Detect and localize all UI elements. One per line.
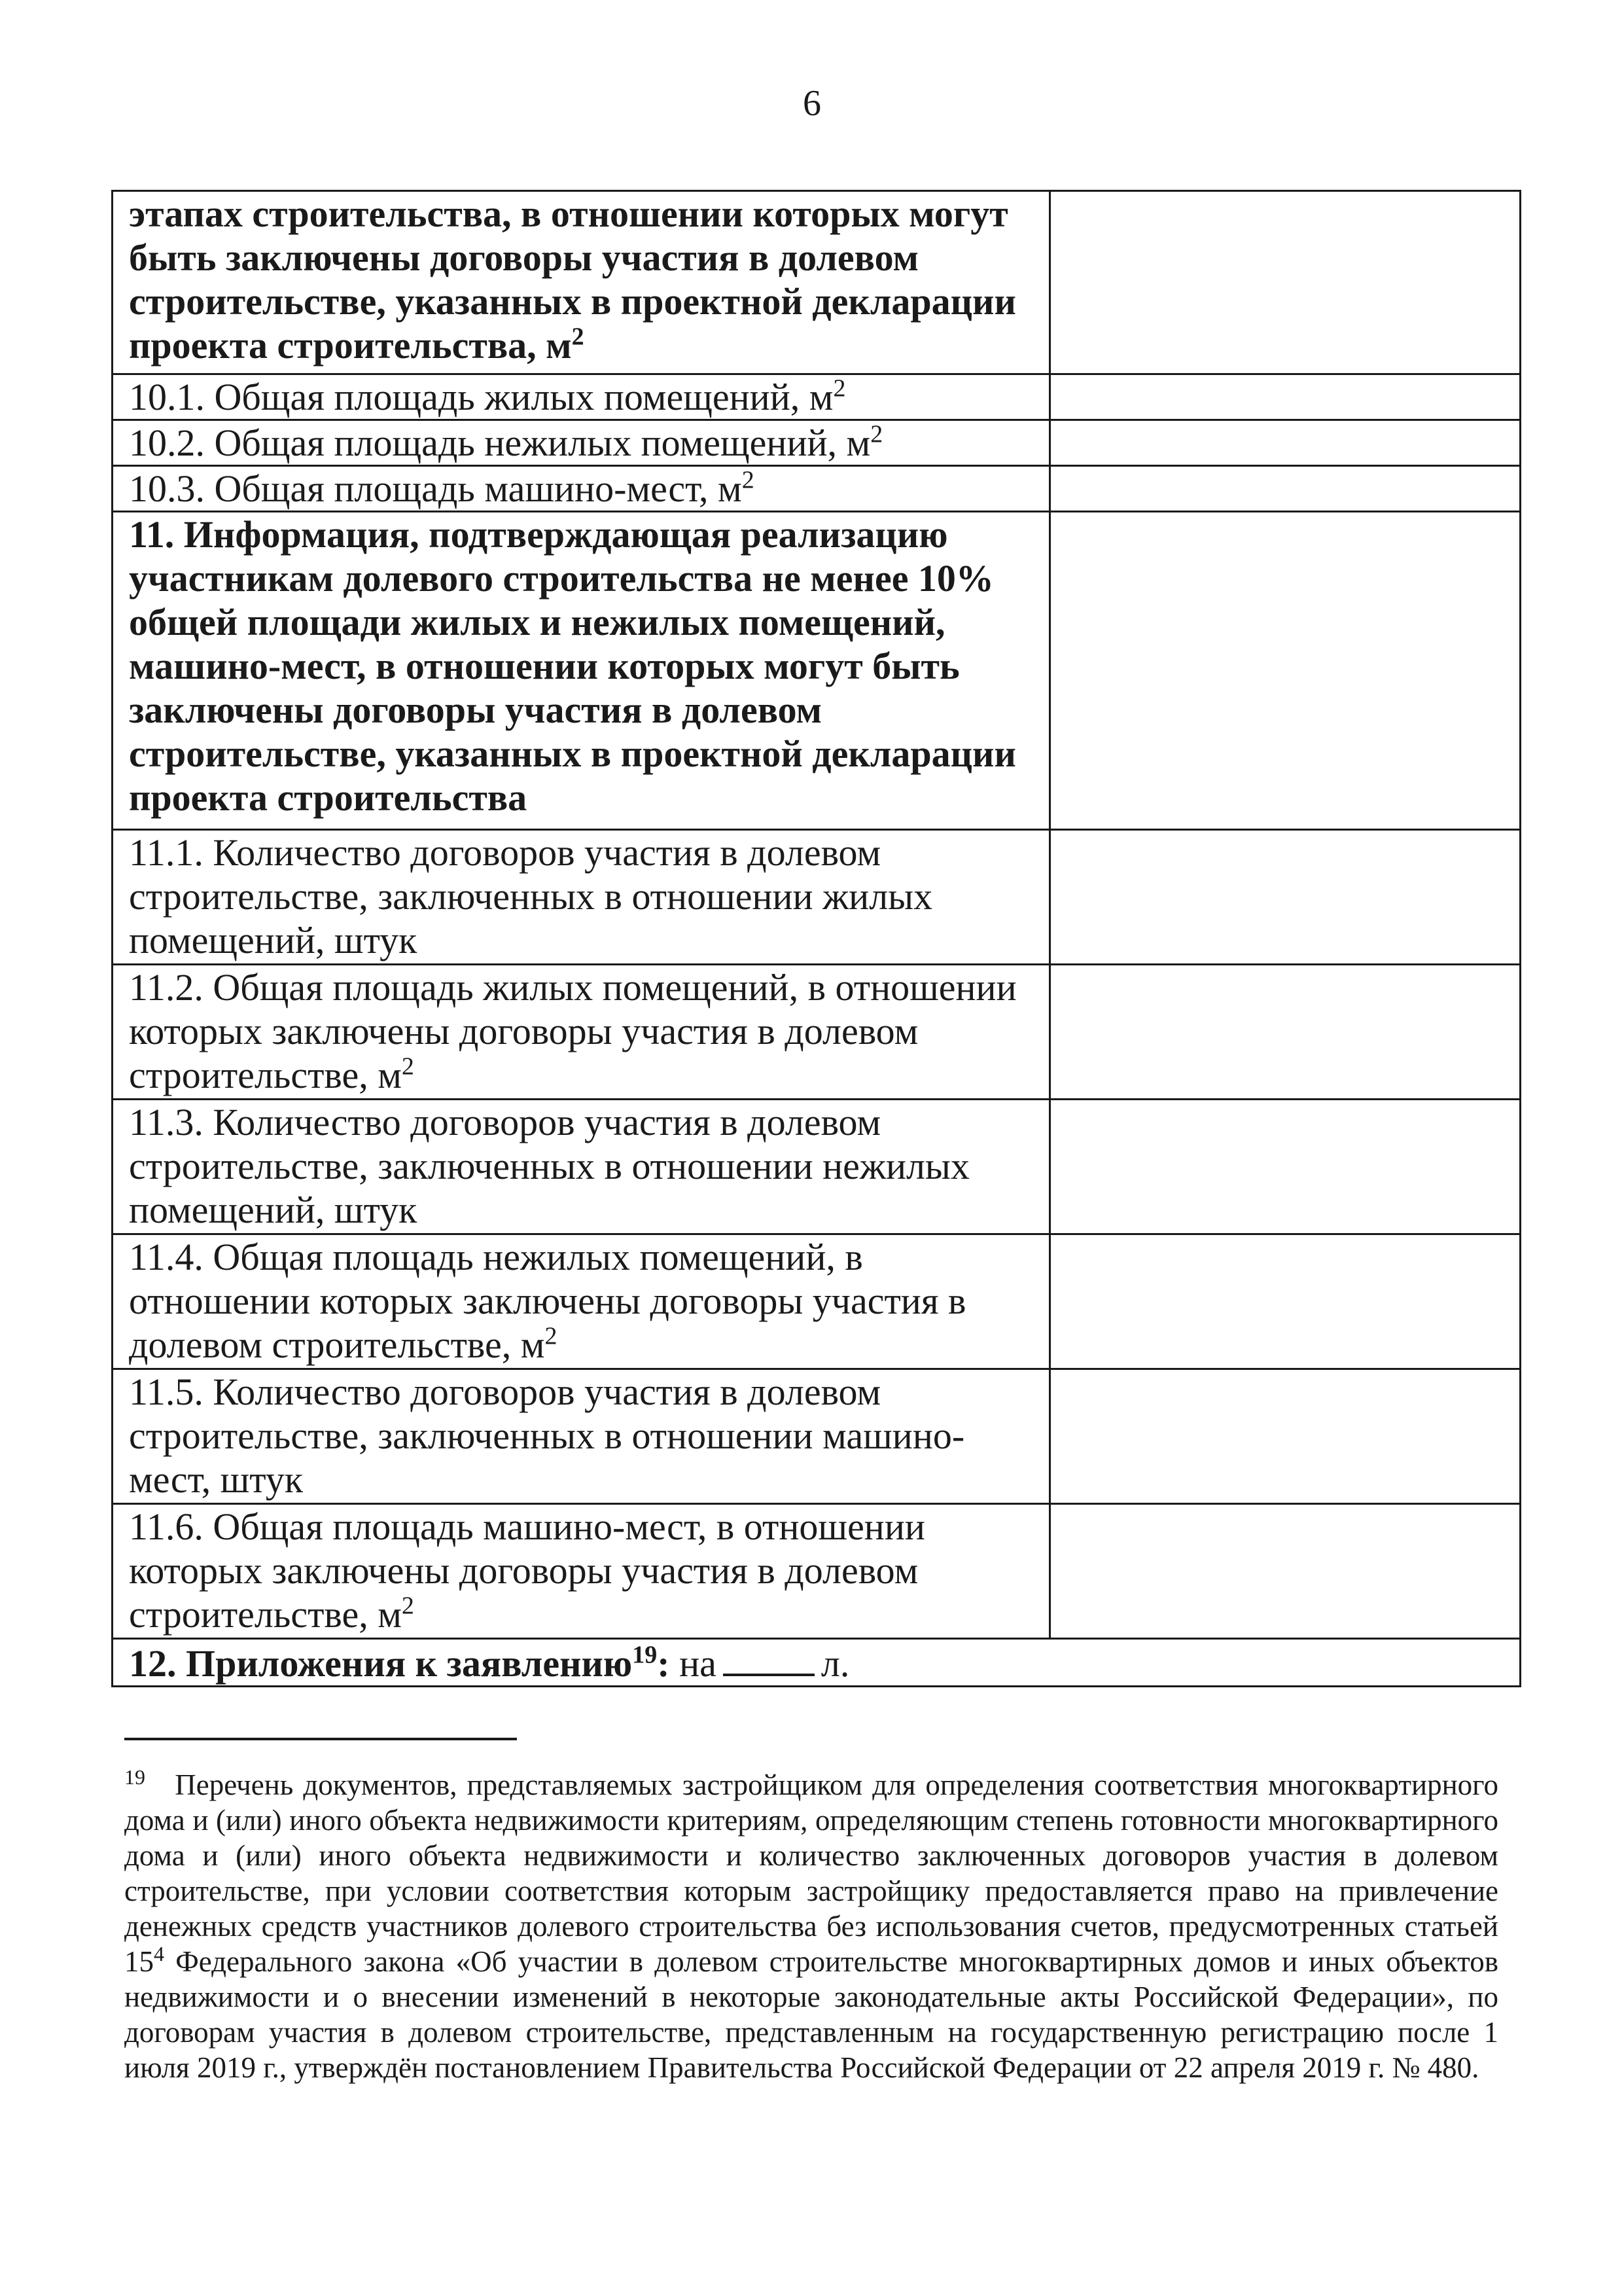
table-row <box>113 420 1521 466</box>
table-row <box>113 1234 1521 1369</box>
row-label-cell <box>113 830 1050 965</box>
footnote <box>124 1767 1498 2085</box>
row-label-cell <box>113 1504 1050 1639</box>
row-label: 11.2. Общая площадь жилых помещений, в отношении которых заключены договоры участия в долевом строительстве, м <box>129 966 1017 1096</box>
row-value-cell[interactable] <box>1050 965 1521 1100</box>
row-value-cell[interactable] <box>1050 512 1521 830</box>
attachments-on-text: на <box>679 1642 716 1685</box>
attachments-row <box>113 1639 1521 1687</box>
row-label: 11.5. Количество договоров участия в долевом строительстве, заключенных в отношении машино-мест, штук <box>129 1371 965 1501</box>
attachments-colon: : <box>657 1642 670 1685</box>
row-value-cell[interactable] <box>1050 830 1521 965</box>
row-label: 10.3. Общая площадь машино-мест, м <box>129 467 742 510</box>
unit-superscript: 2 <box>571 323 584 351</box>
attachments-label-cell <box>113 1639 1521 1687</box>
unit-superscript: 2 <box>741 466 754 494</box>
row-label-cell <box>113 420 1050 466</box>
row-label-cell <box>113 1369 1050 1504</box>
footnote-text-before: Перечень документов, представляемых застройщиком для определения соответствия многоквартирного дома и (или) иного объекта недвижимости критериям, определяющим степень готовности многоквартирного дома и (или) иного объекта недвижимости и количество заключенных договоров участия в долевом строительстве, при условии соответствия которым застройщику предоставляется право на привлечение денежных средств участников долевого строительства без использования счетов, предусмотренных статьей 15 <box>124 1768 1499 1978</box>
unit-superscript: 2 <box>401 1052 414 1081</box>
table-row <box>113 374 1521 420</box>
row-label-cell <box>113 374 1050 420</box>
row-label-cell <box>113 1100 1050 1234</box>
footnote-ref[interactable]: 19 <box>632 1641 658 1669</box>
table-row <box>113 1504 1521 1639</box>
table-row <box>113 466 1521 512</box>
table-row <box>113 512 1521 830</box>
unit-superscript: 2 <box>833 374 846 403</box>
row-label: 11.6. Общая площадь машино-мест, в отношении которых заключены договоры участия в долевом строительстве, м <box>129 1505 925 1636</box>
attachments-label: 12. Приложения к заявлению <box>129 1642 633 1685</box>
footnote-article-sup: 4 <box>154 1942 164 1965</box>
row-value-cell[interactable] <box>1050 420 1521 466</box>
table-row <box>113 191 1521 374</box>
row-value-cell[interactable] <box>1050 1100 1521 1234</box>
footnote-separator <box>124 1738 517 1740</box>
sheets-count-field[interactable] <box>723 1640 815 1676</box>
table-row <box>113 965 1521 1100</box>
row-value-cell[interactable] <box>1050 1234 1521 1369</box>
row-label: 10.1. Общая площадь жилых помещений, м <box>129 376 834 418</box>
row-label-cell <box>113 1234 1050 1369</box>
row-value-cell[interactable] <box>1050 1369 1521 1504</box>
row-label: 11.3. Количество договоров участия в долевом строительстве, заключенных в отношении нежилых помещений, штук <box>129 1101 970 1231</box>
row-value-cell[interactable] <box>1050 466 1521 512</box>
row-value-cell[interactable] <box>1050 191 1521 374</box>
page-number: 6 <box>803 83 821 124</box>
table-row <box>113 830 1521 965</box>
row-value-cell[interactable] <box>1050 1504 1521 1639</box>
row-label: 11.4. Общая площадь нежилых помещений, в отношении которых заключены договоры участия в долевом строительстве, м <box>129 1236 966 1366</box>
table-row <box>113 1369 1521 1504</box>
row-label: 10.2. Общая площадь нежилых помещений, м <box>129 422 871 464</box>
unit-superscript: 2 <box>870 420 883 448</box>
row-label-cell <box>113 965 1050 1100</box>
unit-superscript: 2 <box>544 1322 557 1350</box>
unit-superscript: 2 <box>401 1592 414 1620</box>
application-form-table <box>111 190 1521 1687</box>
table-row <box>113 1100 1521 1234</box>
row-label-cell <box>113 466 1050 512</box>
row-label: 11.1. Количество договоров участия в долевом строительстве, заключенных в отношении жилых помещений, штук <box>129 831 933 961</box>
footnote-text-after: Федерального закона «Об участии в долевом строительстве многоквартирных домов и иных объектов недвижимости и о внесении изменений в некоторые законодательные акты Российской Федерации», по договорам участия в долевом строительстве, представленным на государственную регистрацию после 1 июля 2019 г., утверждён постановлением Правительства Российской Федерации от 22 апреля 2019 г. № 480. <box>124 1945 1498 2084</box>
row-label-cell <box>113 512 1050 830</box>
row-label-cell <box>113 191 1050 374</box>
footnote-marker: 19 <box>124 1765 145 1789</box>
row-label: 11. Информация, подтверждающая реализацию участникам долевого строительства не менее 10% общей площади жилых и нежилых помещений, машино-мест, в отношении которых могут быть заключены договоры участия в долевом строительстве, указанных в проектной декларации проекта строительства <box>129 513 1016 819</box>
sheets-suffix: л. <box>821 1642 850 1685</box>
row-value-cell[interactable] <box>1050 374 1521 420</box>
row-label: этапах строительства, в отношении которых могут быть заключены договоры участия в долевом строительстве, указанных в проектной декларации проекта строительства, м <box>129 192 1016 367</box>
